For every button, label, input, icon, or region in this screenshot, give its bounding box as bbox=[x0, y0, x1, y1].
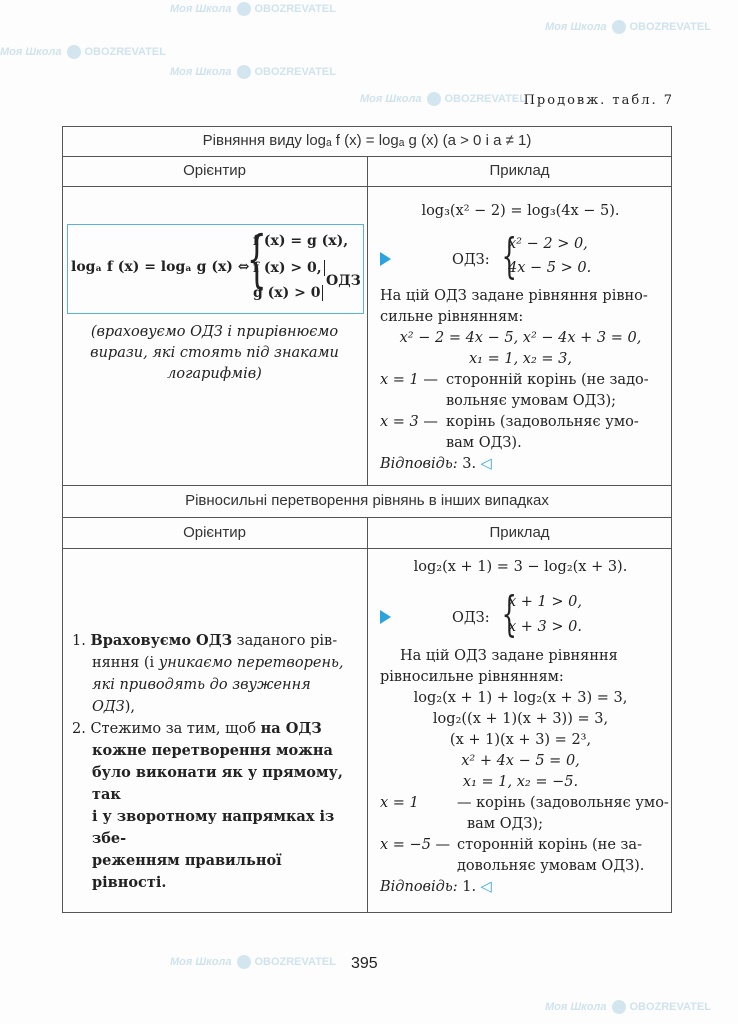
root-text: корінь (задовольняє умо- bbox=[446, 414, 639, 430]
column-header-guide: Орієнтир bbox=[183, 524, 246, 541]
root-label: x = −5 — bbox=[380, 837, 451, 853]
watermark: Моя Школа OBOZREVATEL bbox=[360, 92, 526, 105]
brace: { bbox=[501, 228, 517, 284]
odz-line: x + 1 > 0, bbox=[508, 594, 582, 610]
example-line: На цій ОДЗ задане рівняння bbox=[400, 648, 618, 664]
odz-line: x² − 2 > 0, bbox=[508, 236, 588, 252]
answer bbox=[380, 879, 492, 895]
answer-label: Відповідь: bbox=[380, 879, 458, 895]
page-number: 395 bbox=[351, 955, 378, 972]
example-line: рівносильне рівнянням: bbox=[380, 669, 564, 685]
rule bbox=[62, 126, 63, 912]
column-header-guide: Орієнтир bbox=[183, 162, 246, 179]
root-label: x = 1 — bbox=[380, 372, 438, 388]
root-text: сторонній корінь (не за- bbox=[457, 837, 642, 853]
example-line: (x + 1)(x + 3) = 2³, bbox=[449, 732, 592, 748]
root-text: вольняє умовам ОДЗ); bbox=[446, 393, 617, 409]
example-line: x₁ = 1, x₂ = −5. bbox=[462, 774, 579, 790]
odz-line: 4x − 5 > 0. bbox=[508, 260, 592, 276]
note-line: вирази, які стоять під знаками bbox=[90, 345, 339, 361]
root-text: — корінь (задовольняє умо- bbox=[457, 795, 669, 811]
watermark: Моя Школа OBOZREVATEL bbox=[170, 2, 336, 15]
example-line: log₂(x + 1) + log₂(x + 3) = 3, bbox=[413, 690, 628, 706]
example-equation: log₃(x² − 2) = log₃(4x − 5). bbox=[421, 203, 620, 219]
root-text: вам ОДЗ); bbox=[467, 816, 543, 832]
rule bbox=[62, 126, 672, 127]
column-header-example: Приклад bbox=[489, 162, 550, 179]
answer-value: 3. bbox=[462, 456, 477, 472]
example-line: сильне рівнянням: bbox=[380, 309, 524, 325]
odz-label: ОДЗ bbox=[326, 273, 361, 289]
start-marker-icon bbox=[380, 610, 391, 624]
column-header-example: Приклад bbox=[489, 524, 550, 541]
example-line: x² + 4x − 5 = 0, bbox=[461, 753, 580, 769]
section-title: Рівносильні перетворення рівнянь в інших випадках bbox=[185, 492, 549, 509]
example-line: x₁ = 1, x₂ = 3, bbox=[469, 351, 572, 367]
table-continuation-label: Продовж. табл. 7 bbox=[523, 93, 674, 108]
system-line: g (x) > 0 bbox=[253, 285, 323, 301]
watermark: Моя Школа OBOZREVATEL bbox=[170, 955, 336, 968]
root-text: сторонній корінь (не задо- bbox=[446, 372, 649, 388]
odz-line: x + 3 > 0. bbox=[508, 619, 582, 635]
watermark: Моя Школа OBOZREVATEL bbox=[0, 45, 166, 58]
example-line: log₂((x + 1)(x + 3)) = 3, bbox=[432, 711, 609, 727]
note-line: логарифмів) bbox=[167, 366, 262, 382]
rule bbox=[671, 126, 672, 912]
root-label: x = 3 — bbox=[380, 414, 438, 430]
end-marker-icon: ◁ bbox=[480, 456, 492, 472]
end-marker-icon: ◁ bbox=[480, 879, 492, 895]
example-equation: log₂(x + 1) = 3 − log₂(x + 3). bbox=[413, 559, 628, 575]
rule bbox=[367, 517, 368, 912]
example-line: x² − 2 = 4x − 5, x² − 4x + 3 = 0, bbox=[399, 330, 642, 346]
rule bbox=[367, 156, 368, 485]
section-title: Рівняння виду logₐ f (x) = logₐ g (x) (a > 0 і a ≠ 1) bbox=[202, 132, 532, 149]
odz-label: ОДЗ: bbox=[452, 252, 490, 268]
formula-left: logₐ f (x) = logₐ g (x) ⇔ bbox=[71, 259, 250, 275]
start-marker-icon bbox=[380, 252, 391, 266]
answer-value: 1. bbox=[462, 879, 477, 895]
root-text: довольняє умовам ОДЗ). bbox=[457, 858, 645, 874]
watermark: Моя Школа OBOZREVATEL bbox=[545, 1000, 711, 1013]
rule bbox=[62, 485, 672, 486]
brace: { bbox=[246, 222, 267, 295]
brace: { bbox=[501, 586, 517, 642]
odz-label: ОДЗ: bbox=[452, 610, 490, 626]
root-label: x = 1 bbox=[380, 795, 419, 811]
root-text: вам ОДЗ). bbox=[446, 435, 522, 451]
guide-item-1: 1. Враховуємо ОДЗ заданого рів- няння (і уникаємо перетворень, які приводять до звуження ОДЗ), bbox=[72, 632, 344, 715]
rule bbox=[62, 912, 672, 913]
watermark: Моя Школа OBOZREVATEL bbox=[545, 20, 711, 33]
answer-label: Відповідь: bbox=[380, 456, 458, 472]
example-line: На цій ОДЗ задане рівняння рівно- bbox=[380, 288, 648, 304]
watermark: Моя Школа OBOZREVATEL bbox=[170, 65, 336, 78]
answer bbox=[380, 456, 492, 472]
system-line: f (x) = g (x), bbox=[253, 233, 349, 249]
guide-item-2: 2. Стежимо за тим, щоб на ОДЗ кожне перетворення можна було виконати як у прямому, так і у зворотному напрямках із збе- реженням правильної рівності. bbox=[72, 720, 343, 891]
note-line: (враховуємо ОДЗ і прирівнюємо bbox=[90, 324, 339, 340]
system-line: f (x) > 0, bbox=[253, 260, 325, 276]
